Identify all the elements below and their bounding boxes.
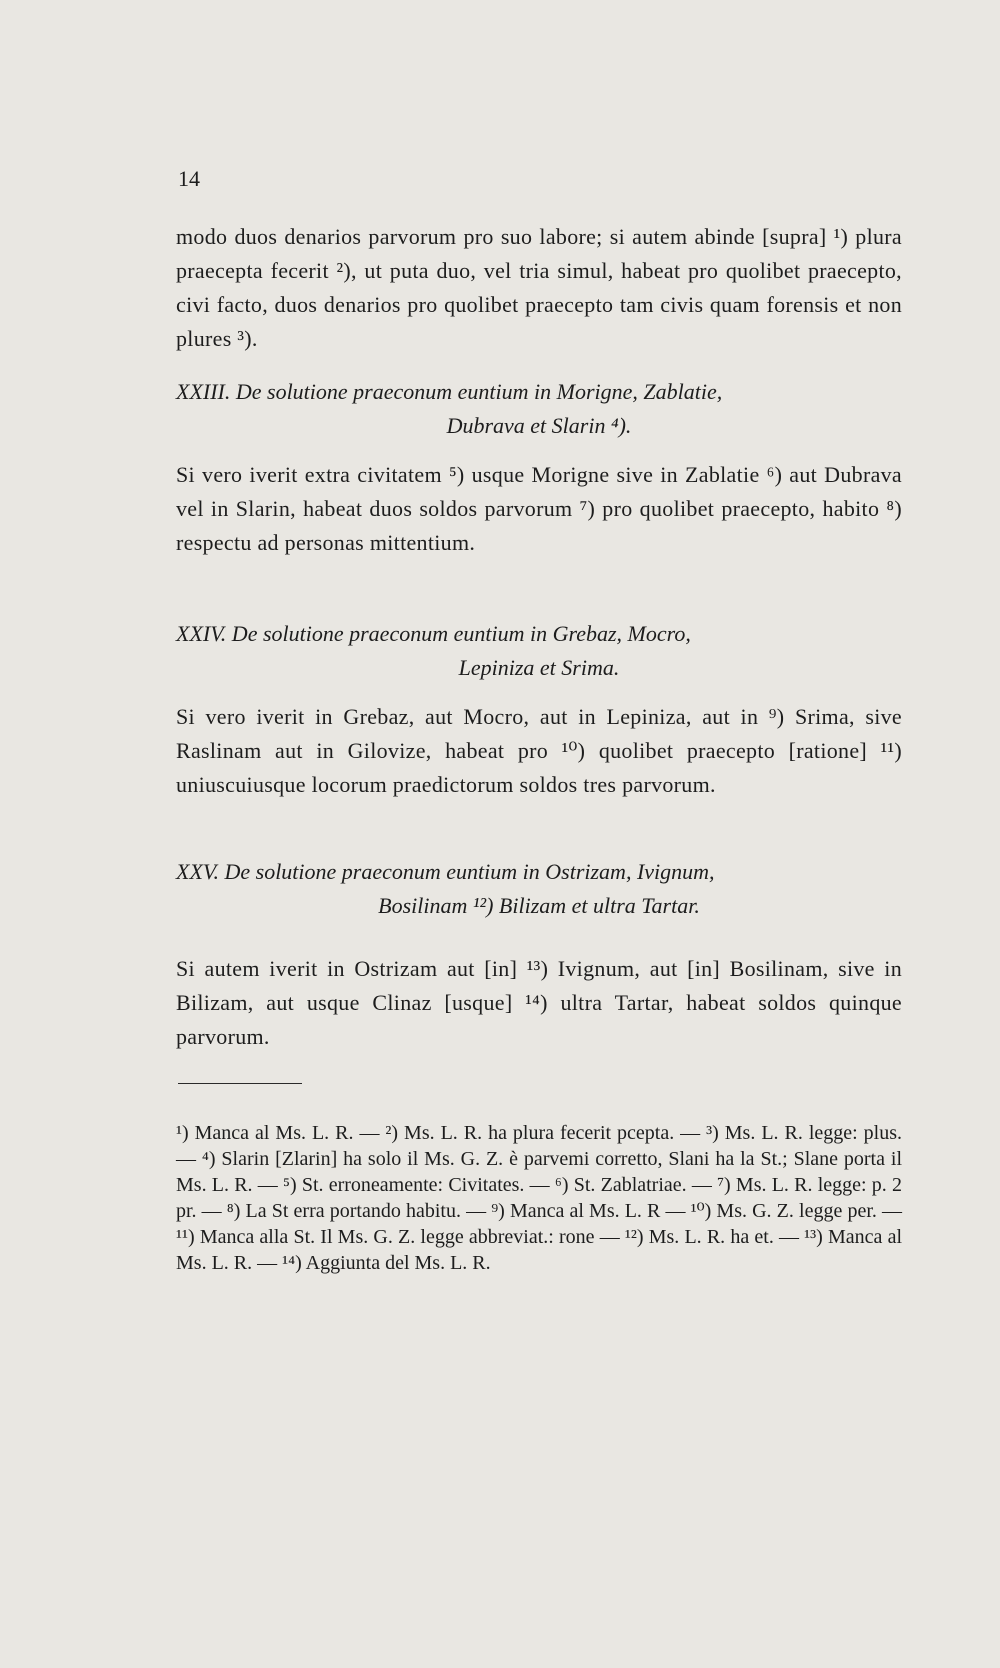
heading-xxiv-line-2: Lepiniza et Srima. — [458, 655, 620, 680]
paragraph-1: modo duos denarios parvorum pro suo labore; si autem abinde [supra] ¹) plura praecepta fecerit ²), ut puta duo, vel tria simul, habeat pro quolibet praecepto, civi facto, duos denarios pro quolibet praecepto tam civis quam forensis et non plures ³). — [176, 224, 902, 351]
paragraph-2: Si vero iverit extra civitatem ⁵) usque Morigne sive in Zablatie ⁶) aut Dubrava vel in Slarin, habeat duos soldos parvorum ⁷) pro quolibet praecepto, habito ⁸) respectu ad personas mittentium. — [176, 462, 902, 555]
heading-xxiii-line-2: Dubrava et Slarin ⁴). — [446, 413, 632, 438]
paragraph-3: Si vero iverit in Grebaz, aut Mocro, aut in Lepiniza, aut in ⁹) Srima, sive Raslinam aut in Gilovize, habeat pro ¹⁰) quolibet praecepto [ratione] ¹¹) uniuscuiusque locorum praedictorum soldos tres parvorum. — [176, 704, 902, 797]
heading-xxv-line-1: XXV. De solutione praeconum euntium in Ostrizam, Ivignum, — [176, 859, 715, 884]
section-heading-xxiv — [176, 617, 902, 685]
heading-xxv-line-2: Bosilinam ¹²) Bilizam et ultra Tartar. — [378, 893, 700, 918]
heading-xxiv-line-1: XXIV. De solutione praeconum euntium in Grebaz, Mocro, — [176, 621, 691, 646]
footnotes: ¹) Manca al Ms. L. R. — ²) Ms. L. R. ha plura fecerit pcepta. — ³) Ms. L. R. legge: plus. — ⁴) Slarin [Zlarin] ha solo il Ms. G. Z. è parvemi corretto, Slani ha la St.; Slane porta il Ms. L. R. — ⁵) St. erroneamente: Civitates. — ⁶) St. Zablatriae. — ⁷) Ms. L. R. legge: p. 2 pr. — ⁸) La St erra portando habitu. — ⁹) Manca al Ms. L. R — ¹⁰) Ms. G. Z. legge per. — ¹¹) Manca alla St. Il Ms. G. Z. legge abbreviat.: rone — ¹²) Ms. L. R. ha et. — ¹³) Manca al Ms. L. R. — ¹⁴) Aggiunta del Ms. L. R. — [176, 1122, 902, 1274]
section-heading-xxv — [176, 855, 902, 923]
page-number: 14 — [178, 166, 200, 191]
paragraph-4: Si autem iverit in Ostrizam aut [in] ¹³) Ivignum, aut [in] Bosilinam, sive in Bilizam, aut usque Clinaz [usque] ¹⁴) ultra Tartar, habeat soldos quinque parvorum. — [176, 956, 902, 1049]
heading-xxiii-line-1: XXIII. De solutione praeconum euntium in Morigne, Zablatie, — [176, 379, 723, 404]
section-heading-xxiii — [176, 375, 902, 443]
footnote-divider — [178, 1083, 302, 1084]
